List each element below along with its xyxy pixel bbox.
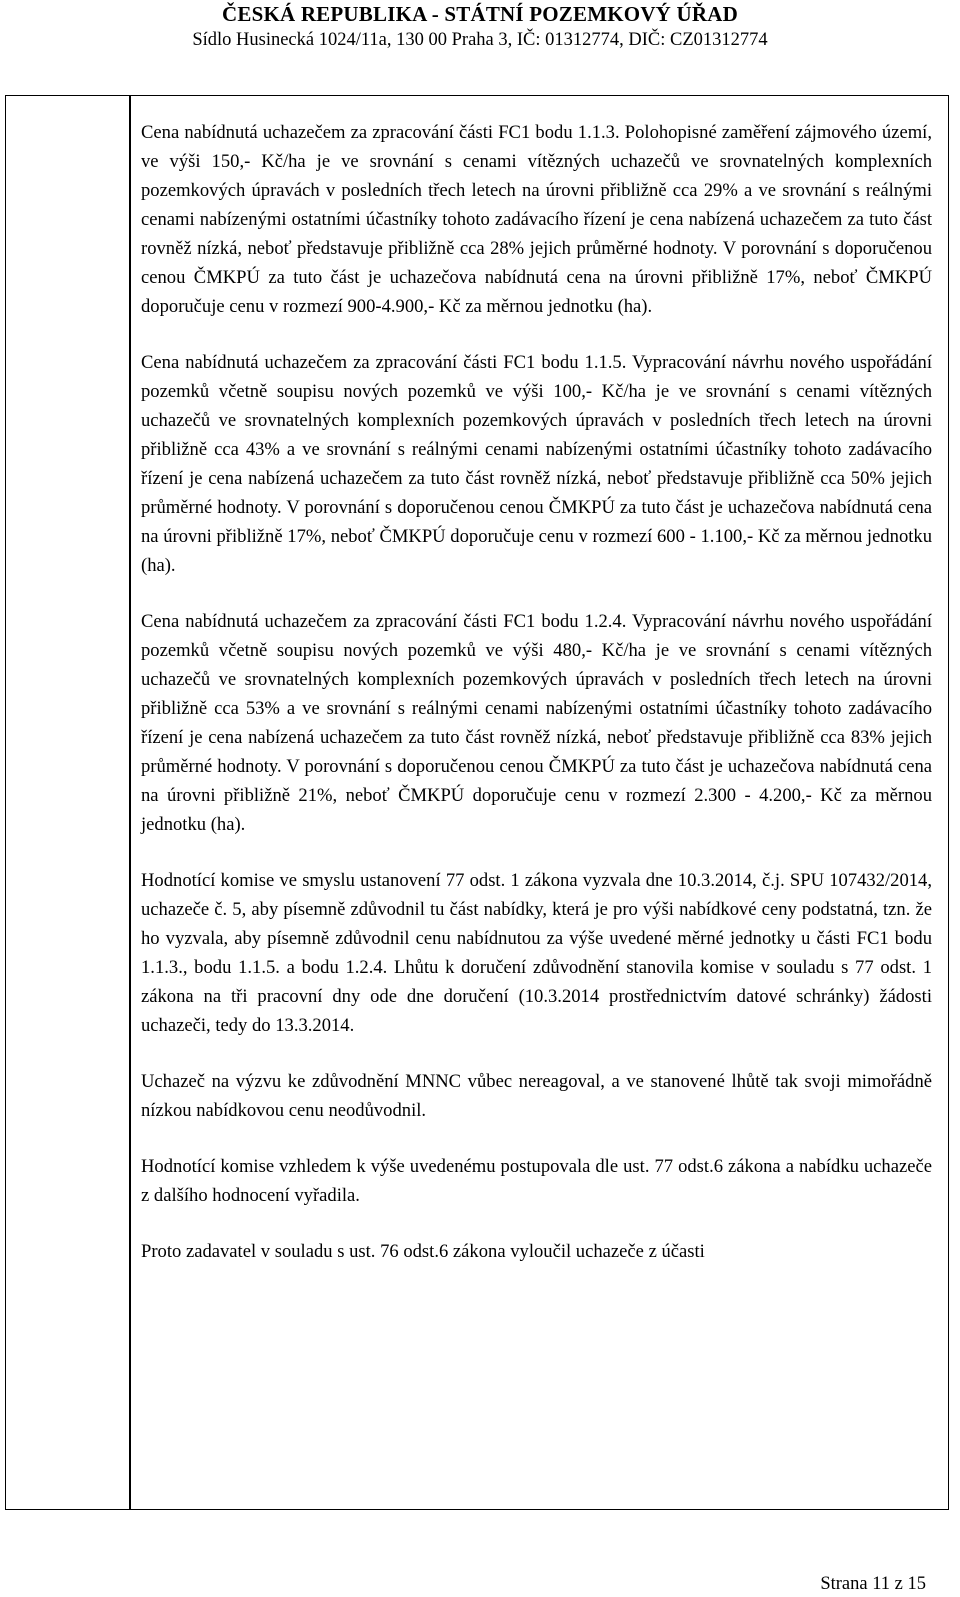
frame-divider bbox=[129, 95, 131, 1510]
header-title: ČESKÁ REPUBLIKA - STÁTNÍ POZEMKOVÝ ÚŘAD bbox=[222, 2, 738, 26]
paragraph-exclusion-evaluation: Hodnotící komise vzhledem k výše uvedenému postupovala dle ust. 77 odst.6 zákona a nabídku uchazeče z dalšího hodnocení vyřadila. bbox=[141, 1156, 932, 1206]
paragraph-price-1-1-3: Cena nabídnutá uchazečem za zpracování části FC1 bodu 1.1.3. Polohopisné zaměření zájmového území, ve výši 150,- Kč/ha je ve srovnání s cenami vítězných uchazečů ve srovnatelných komplexních pozemkových úpravách v posledních třech letech na úrovni přibližně cca 29% a ve srovnání s reálnými cenami nabízenými ostatními účastníky tohoto zadávacího řízení je cena nabízená uchazečem za tuto část rovněž nízká, neboť představuje přibližně cca 28% jejich průměrné hodnoty. V porovnání s doporučenou cenou ČMKPÚ za tuto část je uchazečova nabídnutá cena na úrovni přibližně 17%, neboť ČMKPÚ doporučuje cenu v rozmezí 900-4.900,- Kč za měrnou jednotku (ha). bbox=[141, 122, 932, 317]
paragraph-no-response: Uchazeč na výzvu ke zdůvodnění MNNC vůbec nereagoval, a ve stanovené lhůtě tak svoji mimořádně nízkou nabídkovou cenu neodůvodnil. bbox=[141, 1071, 932, 1121]
paragraph-exclusion-decision: Proto zadavatel v souladu s ust. 76 odst.6 zákona vyloučil uchazeče z účasti bbox=[141, 1241, 705, 1262]
header-address: Sídlo Husinecká 1024/11a, 130 00 Praha 3, IČ: 01312774, DIČ: CZ01312774 bbox=[192, 30, 768, 50]
page-number: Strana 11 z 15 bbox=[820, 1574, 926, 1594]
paragraph-price-1-2-4: Cena nabídnutá uchazečem za zpracování části FC1 bodu 1.2.4. Vypracování návrhu nového uspořádání pozemků včetně soupisu nových pozemků ve výši 480,- Kč/ha je ve srovnání s cenami vítězných uchazečů ve srovnatelných komplexních pozemkových úpravách v posledních třech letech na úrovni přibližně cca 53% a ve srovnání s reálnými cenami nabízenými ostatními účastníky tohoto zadávacího řízení je cena nabízená uchazečem za tuto část rovněž nízká, neboť představuje přibližně cca 83% jejich průměrné hodnoty. V porovnání s doporučenou cenou ČMKPÚ za tuto část je uchazečova nabídnutá cena na úrovni přibližně 21%, neboť ČMKPÚ doporučuje cenu v rozmezí 2.300 - 4.200,- Kč za měrnou jednotku (ha). bbox=[141, 611, 932, 835]
paragraph-price-1-1-5: Cena nabídnutá uchazečem za zpracování části FC1 bodu 1.1.5. Vypracování návrhu nového uspořádání pozemků včetně soupisu nových pozemků ve výši 100,- Kč/ha je ve srovnání s cenami vítězných uchazečů ve srovnatelných komplexních pozemkových úpravách v posledních třech letech na úrovni přibližně cca 43% a ve srovnání s reálnými cenami nabízenými ostatními účastníky tohoto zadávacího řízení je cena nabízená uchazečem za tuto část rovněž nízká, neboť představuje přibližně cca 50% jejich průměrné hodnoty. V porovnání s doporučenou cenou ČMKPÚ za tuto část je uchazečova nabídnutá cena na úrovni přibližně 17%, neboť ČMKPÚ doporučuje cenu v rozmezí 600 - 1.100,- Kč za měrnou jednotku (ha). bbox=[141, 352, 932, 576]
page-header bbox=[0, 0, 960, 52]
document-body bbox=[141, 118, 932, 1266]
paragraph-commission-request: Hodnotící komise ve smyslu ustanovení 77 odst. 1 zákona vyzvala dne 10.3.2014, č.j. SPU 107432/2014, uchazeče č. 5, aby písemně zdůvodnil tu část nabídky, která je pro výši nabídkové ceny podstatná, tzn. že ho vyzvala, aby písemně zdůvodnil cenu nabídnutou za výše uvedené měrné jednotky u části FC1 bodu 1.1.3., bodu 1.1.5. a bodu 1.2.4. Lhůtu k doručení zdůvodnění stanovila komise v souladu s 77 odst. 1 zákona na tři pracovní dny ode dne doručení (10.3.2014 prostřednictvím datové schránky) žádosti uchazeči, tedy do 13.3.2014. bbox=[141, 870, 932, 1036]
